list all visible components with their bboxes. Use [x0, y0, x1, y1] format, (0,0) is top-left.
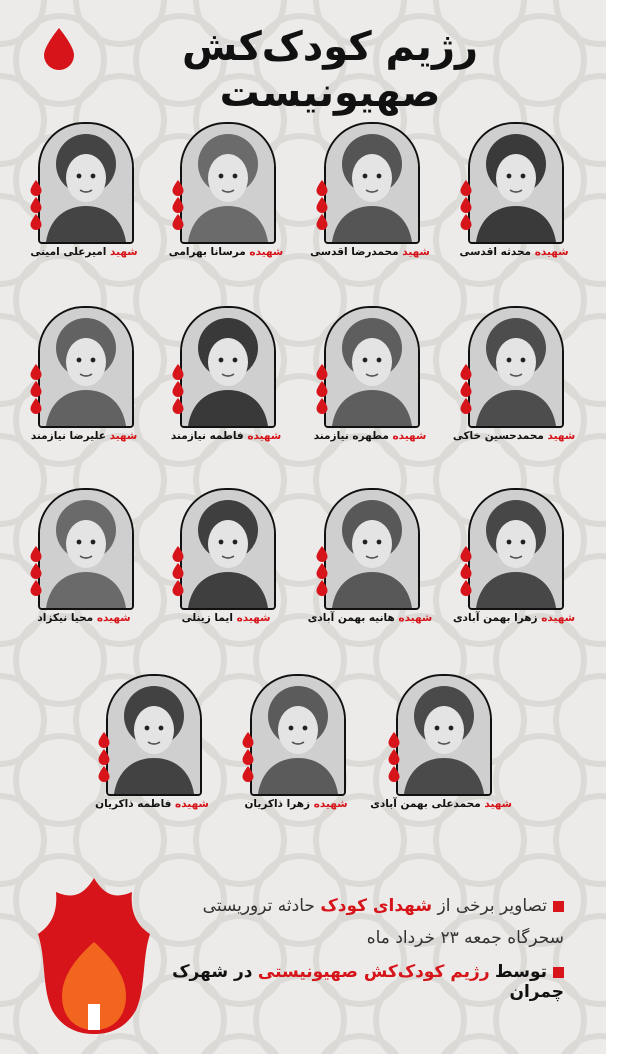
martyr-prefix: شهیده — [534, 246, 569, 258]
caption-highlight: شهدای کودک — [320, 896, 433, 916]
child-portrait-photo — [470, 124, 562, 242]
blood-drop-icon — [388, 766, 400, 782]
blood-drop-icon — [242, 749, 254, 765]
blood-drop-icon — [460, 580, 472, 596]
portrait-card — [28, 306, 158, 456]
blood-drop-icon — [388, 732, 400, 748]
blood-drop-icon — [30, 381, 42, 397]
blood-drop-icon — [30, 214, 42, 230]
martyr-name: هانیه بهمن آباد‌ی — [307, 612, 395, 624]
martyr-prefix: شهیده — [541, 612, 576, 624]
martyr-name-label — [300, 612, 440, 624]
child-portrait-photo — [108, 676, 200, 794]
blood-drop-icon — [242, 766, 254, 782]
blood-drop-icon — [172, 580, 184, 596]
portrait-card — [170, 306, 300, 456]
martyr-name: فاطمه نیازمند — [170, 430, 244, 442]
blood-drop-icon — [172, 364, 184, 380]
portrait-frame — [180, 306, 276, 428]
martyr-name-label — [156, 430, 296, 442]
martyr-name-label — [226, 798, 366, 810]
blood-drops — [98, 732, 112, 783]
portrait-card — [370, 674, 516, 824]
caption-text: سحرگاه جمعه ۲۳ خرداد ماه — [366, 928, 564, 948]
martyr-name-label — [14, 612, 154, 624]
caption-line-3 — [124, 962, 564, 1002]
blood-drop-icon — [316, 197, 328, 213]
blood-drop-icon — [98, 732, 110, 748]
blood-drop-icon — [316, 398, 328, 414]
blood-drops — [316, 546, 330, 597]
blood-drop-icon — [460, 563, 472, 579]
martyr-name-label — [14, 246, 154, 258]
portrait-card — [170, 122, 300, 272]
portrait-frame — [468, 306, 564, 428]
portrait-card — [458, 122, 588, 272]
blood-drop-icon — [30, 563, 42, 579]
portrait-frame — [38, 122, 134, 244]
child-portrait-photo — [326, 124, 418, 242]
martyr-prefix: شهیده — [96, 612, 131, 624]
martyr-prefix: شهید — [402, 246, 430, 258]
child-portrait-photo — [182, 308, 274, 426]
martyr-name: امیرعلی امینی — [30, 246, 107, 258]
caption-text: توسط — [495, 962, 547, 982]
portrait-frame — [180, 122, 276, 244]
blood-drops — [460, 546, 474, 597]
martyr-prefix: شهید — [484, 798, 512, 810]
martyr-name: محیا نیکزاد — [37, 612, 94, 624]
child-portrait-photo — [40, 308, 132, 426]
child-portrait-photo — [470, 308, 562, 426]
bullet-square-icon — [553, 901, 564, 912]
blood-drop-icon — [460, 398, 472, 414]
blood-drop-icon — [172, 546, 184, 562]
portrait-card — [452, 306, 588, 456]
child-portrait-photo — [182, 490, 274, 608]
blood-drop-icon — [30, 180, 42, 196]
blood-drop-icon — [460, 546, 472, 562]
blood-drop-icon — [98, 766, 110, 782]
martyr-name: محدثه اقدسی — [459, 246, 532, 258]
portrait-card — [96, 674, 226, 824]
portrait-card — [452, 488, 588, 638]
blood-drops — [242, 732, 256, 783]
portrait-frame — [324, 122, 420, 244]
martyr-prefix: شهیده — [236, 612, 271, 624]
martyr-prefix: شهید — [110, 246, 138, 258]
blood-drop-icon — [460, 214, 472, 230]
portrait-frame — [324, 488, 420, 610]
blood-drops — [172, 180, 186, 231]
child-portrait-photo — [398, 676, 490, 794]
martyr-name-label — [14, 430, 154, 442]
portrait-card — [170, 488, 300, 638]
bullet-square-icon — [553, 967, 564, 978]
martyr-name: مطهره نیازمند — [313, 430, 389, 442]
martyr-name: ایما زینلی — [181, 612, 233, 624]
blood-drop-icon — [30, 364, 42, 380]
child-portrait-photo — [40, 490, 132, 608]
blood-drops — [172, 364, 186, 415]
martyr-name: فاطمه ذاکریان — [95, 798, 172, 810]
martyr-name: علیرضا نیازمند — [30, 430, 106, 442]
blood-drop-icon — [460, 197, 472, 213]
martyr-name-label — [300, 430, 440, 442]
martyr-name: محمدعلی بهمن آبادی — [370, 798, 481, 810]
martyr-name-label — [156, 246, 296, 258]
portrait-frame — [324, 306, 420, 428]
blood-drops — [460, 180, 474, 231]
portrait-frame — [180, 488, 276, 610]
portrait-frame — [250, 674, 346, 796]
caption-line-1 — [124, 896, 564, 916]
blood-drops — [30, 546, 44, 597]
caption-text: حادثه تروریستی — [202, 896, 315, 916]
blood-drop-icon — [316, 180, 328, 196]
portrait-frame — [468, 488, 564, 610]
portrait-frame — [38, 306, 134, 428]
blood-drop-icon — [316, 364, 328, 380]
martyr-prefix: شهیده — [398, 612, 433, 624]
martyr-name-label — [82, 798, 222, 810]
blood-drop-icon — [98, 749, 110, 765]
blood-drop-icon — [460, 180, 472, 196]
caption-text: تصاویر برخی از — [437, 896, 547, 916]
portrait-card — [310, 122, 444, 272]
child-portrait-photo — [326, 308, 418, 426]
blood-drop-icon — [172, 214, 184, 230]
child-portrait-photo — [252, 676, 344, 794]
blood-drop-icon — [460, 364, 472, 380]
portrait-frame — [106, 674, 202, 796]
martyr-prefix: شهید — [547, 430, 576, 442]
martyr-prefix: شهید — [109, 430, 138, 442]
portrait-frame — [38, 488, 134, 610]
caption-text: در شهرک چمران — [172, 962, 564, 1002]
blood-drops — [30, 180, 44, 231]
portrait-card — [28, 488, 158, 638]
caption-line-2 — [124, 928, 564, 948]
blood-drop-icon — [316, 381, 328, 397]
martyr-prefix: شهیده — [175, 798, 209, 810]
martyr-name-label — [156, 612, 296, 624]
blood-drop-icon — [172, 398, 184, 414]
blood-drops — [460, 364, 474, 415]
martyr-name: مرسانا بهرامی — [168, 246, 246, 258]
martyr-name: محمدرضا اقدسی — [310, 246, 399, 258]
blood-drop-icon — [316, 214, 328, 230]
martyr-name: زهرا ذاکریان — [244, 798, 311, 810]
blood-drop-icon — [30, 197, 42, 213]
blood-drop-icon — [460, 381, 472, 397]
child-portrait-photo — [470, 490, 562, 608]
portrait-card — [307, 488, 444, 638]
portrait-card — [314, 306, 444, 456]
martyr-name: زهرا بهمن آباد‌ی — [452, 612, 538, 624]
martyr-prefix: شهیده — [249, 246, 284, 258]
blood-drop-icon — [316, 580, 328, 596]
blood-drops — [388, 732, 402, 783]
caption-highlight: رژیم کودک‌کش صهیونیستی — [257, 962, 490, 982]
martyr-name: محمدحسین خاکی — [452, 430, 544, 442]
martyr-prefix: شهیده — [392, 430, 427, 442]
martyr-name-label — [300, 246, 440, 258]
blood-drops — [316, 364, 330, 415]
footer — [0, 866, 606, 1054]
martyr-name-label — [444, 612, 584, 624]
blood-drop-icon — [172, 197, 184, 213]
blood-drop-icon — [172, 563, 184, 579]
portrait-card — [28, 122, 158, 272]
martyr-name-label — [444, 430, 584, 442]
child-portrait-photo — [40, 124, 132, 242]
martyr-prefix: شهیده — [247, 430, 282, 442]
page-title: رژیم کودک‌کش صهیونیست — [182, 24, 478, 116]
portrait-frame — [396, 674, 492, 796]
blood-drop-icon — [30, 398, 42, 414]
blood-drop-icon — [388, 749, 400, 765]
martyr-name-label — [444, 246, 584, 258]
blood-drops — [172, 546, 186, 597]
blood-drop-icon — [30, 546, 42, 562]
page-margin — [606, 0, 638, 1054]
martyr-name-label — [372, 798, 512, 810]
blood-drop-icon — [316, 546, 328, 562]
martyr-prefix: شهیده — [313, 798, 348, 810]
blood-drops — [316, 180, 330, 231]
child-portrait-photo — [326, 490, 418, 608]
portrait-card — [240, 674, 370, 824]
blood-drop-icon — [316, 563, 328, 579]
portrait-frame — [468, 122, 564, 244]
blood-drop-icon — [242, 732, 254, 748]
child-portrait-photo — [182, 124, 274, 242]
blood-drop-icon — [30, 580, 42, 596]
blood-drop-icon — [172, 381, 184, 397]
blood-drop-icon — [172, 180, 184, 196]
blood-drops — [30, 364, 44, 415]
